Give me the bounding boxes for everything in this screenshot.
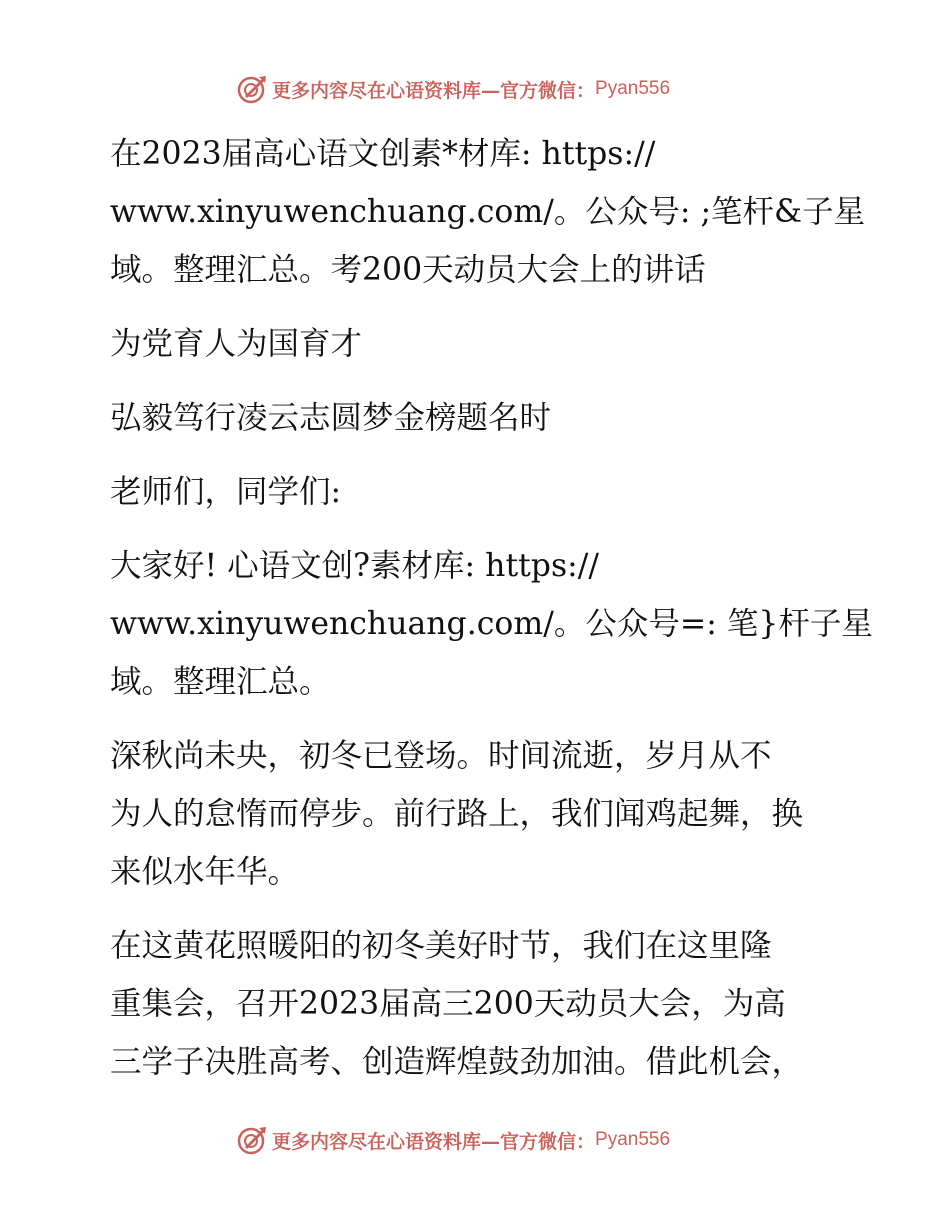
document-body [98,125,873,1107]
text-line: 来似水年华。 [110,854,300,890]
text-line: 为人的怠惰而停步。前行路上，我们闻鸡起舞，换 [110,796,804,832]
text-line: 为党育人为国育才 [110,326,363,362]
text-line: 重集会，召开2023届高三200天动员大会，为高 [110,986,786,1022]
text-line: www.xinyuwenchuang.com/。公众号: ;笔杆&子星 [110,194,866,230]
text-line: 大家好! 心语文创?素材库: https:// [110,548,599,584]
footer-banner-text: 更多内容尽在心语资料库—官方微信： [272,1130,596,1153]
header-banner [236,72,670,106]
footer-wechat-id: Pyan556 [595,1129,671,1150]
text-line: 域。整理汇总。考200天动员大会上的讲话 [110,252,706,288]
text-line: 域。整理汇总。 [110,664,331,700]
text-line: 在这黄花照暖阳的初冬美好时节，我们在这里隆 [110,928,772,964]
paragraph-title-2 [98,389,858,447]
text-line: 三学子决胜高考、创造辉煌鼓劲加油。借此机会， [110,1044,804,1080]
paragraph-1 [98,125,866,299]
paragraph-salutation [98,463,858,521]
brand-logo-icon [236,73,268,105]
footer-banner [236,1123,670,1157]
text-line: 弘毅笃行凌云志圆梦金榜题名时 [110,400,552,436]
brand-logo-icon [236,1124,268,1156]
header-banner-text: 更多内容尽在心语资料库—官方微信： [272,79,596,102]
header-wechat-id: Pyan556 [595,78,671,99]
paragraph-assembly [98,917,858,1091]
text-line: 深秋尚未央，初冬已登场。时间流逝，岁月从不 [110,738,772,774]
paragraph-season [98,727,858,901]
text-line: 老师们，同学们: [110,474,342,510]
paragraph-greeting [98,537,873,711]
paragraph-title-1 [98,315,858,373]
text-line: 在2023届高心语文创素*材库: https:// [110,136,656,172]
text-line: www.xinyuwenchuang.com/。公众号=: 笔}杆子星 [110,606,873,642]
